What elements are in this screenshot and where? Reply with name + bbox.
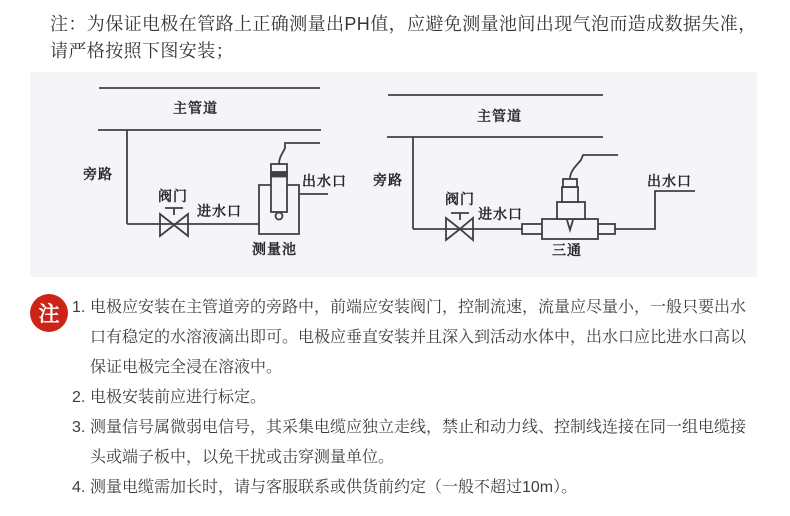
electrode-cable: [570, 155, 618, 179]
tee-fitting: [522, 202, 615, 239]
note-badge: 注: [30, 294, 68, 332]
right-valve-label: 阀门: [445, 193, 475, 208]
left-valve-label: 阀门: [158, 190, 188, 205]
right-inlet-label: 进水口: [478, 208, 523, 223]
note-heading-line1: 注：为保证电极在管路上正确测量出PH值，应避免测量池间出现气泡而造成数据失准，: [50, 14, 757, 34]
valve-icon: [446, 213, 473, 240]
left-bypass-label: 旁路: [83, 168, 113, 183]
list-item: [72, 293, 752, 383]
installation-diagram-panel: [30, 72, 757, 277]
left-main-pipe-label: 主管道: [173, 102, 218, 117]
list-item-text: 电极安装前应进行标定。: [90, 389, 267, 406]
note-heading-line2: 请严格按照下图安装；: [50, 41, 234, 61]
list-item-number: 2.: [72, 389, 86, 406]
note-heading: [50, 11, 780, 65]
list-item-text: 测量电缆需加长时，请与客服联系或供货前约定（一般不超过10m）。: [90, 479, 578, 496]
list-item: [72, 473, 752, 503]
valve-icon: [160, 208, 188, 236]
right-tee-label: 三通: [552, 244, 582, 259]
list-item-text: 测量信号属微弱电信号，其采集电缆应独立走线，禁止和动力线、控制线连接在同一组电缆接头或端子板中，以免干扰或击穿测量单位。: [90, 419, 747, 466]
list-item-text: 电极应安装在主管道旁的旁路中，前端应安装阀门，控制流速，流量应尽量小，一般只要出水口有稳定的水溶液滴出即可。电极应垂直安装并且深入到活动水体中，出水口应比进水口高以保证电极完全浸在溶液中。: [90, 299, 747, 376]
left-outlet-label: 出水口: [302, 175, 347, 190]
list-item: [72, 413, 752, 473]
right-main-pipe-label: 主管道: [477, 110, 522, 125]
outlet-line: [615, 191, 695, 229]
measuring-vessel: [259, 185, 328, 234]
list-item-number: 3.: [72, 419, 86, 436]
notes-list: [72, 293, 752, 503]
right-diagram: [387, 95, 695, 240]
electrode-cable: [279, 143, 320, 164]
right-outlet-label: 出水口: [647, 175, 692, 190]
right-bypass-label: 旁路: [373, 174, 403, 189]
list-item-number: 4.: [72, 479, 86, 496]
left-vessel-label: 测量池: [252, 243, 297, 258]
list-item: [72, 383, 752, 413]
list-item-number: 1.: [72, 299, 86, 316]
left-inlet-label: 进水口: [197, 205, 242, 220]
